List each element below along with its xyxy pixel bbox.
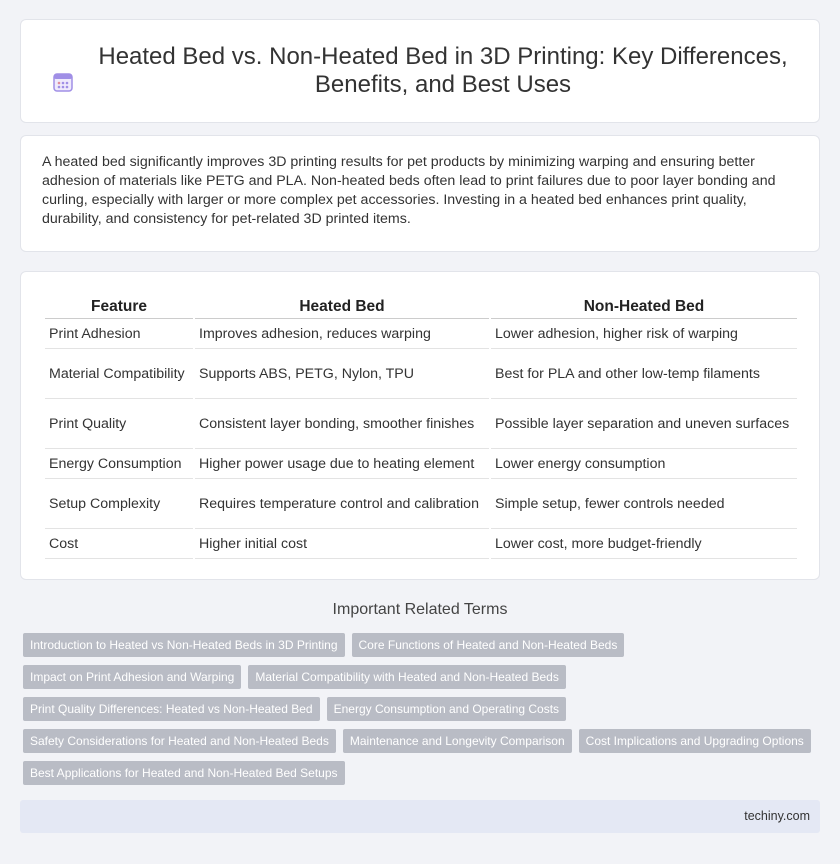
comparison-table (43, 296, 799, 559)
intro-card (20, 135, 820, 252)
calendar-icon (52, 71, 74, 93)
table-card (20, 271, 820, 580)
related-terms (23, 633, 823, 793)
related-terms-title: Important Related Terms (332, 601, 508, 618)
table-cell: Higher initial cost (195, 529, 489, 559)
term-row (23, 761, 823, 785)
footer (20, 800, 820, 833)
page-title: Heated Bed vs. Non-Heated Bed in 3D Printing: Key Differences, Benefits, and Best Uses (98, 43, 788, 98)
table-cell: Consistent layer bonding, smoother finishes (195, 399, 489, 449)
table-cell: Supports ABS, PETG, Nylon, TPU (195, 349, 489, 399)
table-row (45, 479, 797, 529)
term-tag[interactable]: Best Applications for Heated and Non-Heated Bed Setups (23, 761, 345, 785)
table-row (45, 529, 797, 559)
term-tag[interactable]: Core Functions of Heated and Non-Heated Beds (352, 633, 625, 657)
term-tag[interactable]: Safety Considerations for Heated and Non-Heated Beds (23, 729, 336, 753)
term-row (23, 729, 823, 753)
term-tag[interactable]: Maintenance and Longevity Comparison (343, 729, 572, 753)
term-row (23, 697, 823, 721)
table-header-row (45, 296, 797, 319)
table-cell: Simple setup, fewer controls needed (491, 479, 797, 529)
table-cell: Print Quality (45, 399, 193, 449)
table-cell: Material Compatibility (45, 349, 193, 399)
table-cell: Lower adhesion, higher risk of warping (491, 319, 797, 349)
header-heated-bed: Heated Bed (195, 296, 489, 319)
table-row (45, 349, 797, 399)
term-tag[interactable]: Impact on Print Adhesion and Warping (23, 665, 241, 689)
header-feature: Feature (45, 296, 193, 319)
table-cell: Cost (45, 529, 193, 559)
table-row (45, 449, 797, 479)
footer-site-link[interactable]: techiny.com (744, 809, 810, 823)
term-tag[interactable]: Introduction to Heated vs Non-Heated Beds in 3D Printing (23, 633, 345, 657)
table-cell: Best for PLA and other low-temp filaments (491, 349, 797, 399)
term-row (23, 633, 823, 657)
table-row (45, 319, 797, 349)
term-tag[interactable]: Print Quality Differences: Heated vs Non-Heated Bed (23, 697, 320, 721)
table-cell: Improves adhesion, reduces warping (195, 319, 489, 349)
table-cell: Requires temperature control and calibration (195, 479, 489, 529)
table-cell: Lower energy consumption (491, 449, 797, 479)
table-row (45, 399, 797, 449)
table-cell: Lower cost, more budget-friendly (491, 529, 797, 559)
table-cell: Higher power usage due to heating element (195, 449, 489, 479)
table-cell: Print Adhesion (45, 319, 193, 349)
term-tag[interactable]: Material Compatibility with Heated and Non-Heated Beds (248, 665, 566, 689)
intro-paragraph: A heated bed significantly improves 3D printing results for pet products by minimizing warping and ensuring better adhesion of materials like PETG and PLA. Non-heated beds often lead to print failures due to poor layer bonding and curling, especially with larger or more complex pet accessories. Investing in a heated bed enhances print quality, durability, and consistency for pet-related 3D printed items. (42, 154, 776, 227)
table-cell: Setup Complexity (45, 479, 193, 529)
header-non-heated-bed: Non-Heated Bed (491, 296, 797, 319)
table-cell: Possible layer separation and uneven surfaces (491, 399, 797, 449)
term-tag[interactable]: Cost Implications and Upgrading Options (579, 729, 811, 753)
title-card (20, 19, 820, 123)
term-tag[interactable]: Energy Consumption and Operating Costs (327, 697, 566, 721)
term-row (23, 665, 823, 689)
title-wrap (50, 43, 790, 99)
table-cell: Energy Consumption (45, 449, 193, 479)
